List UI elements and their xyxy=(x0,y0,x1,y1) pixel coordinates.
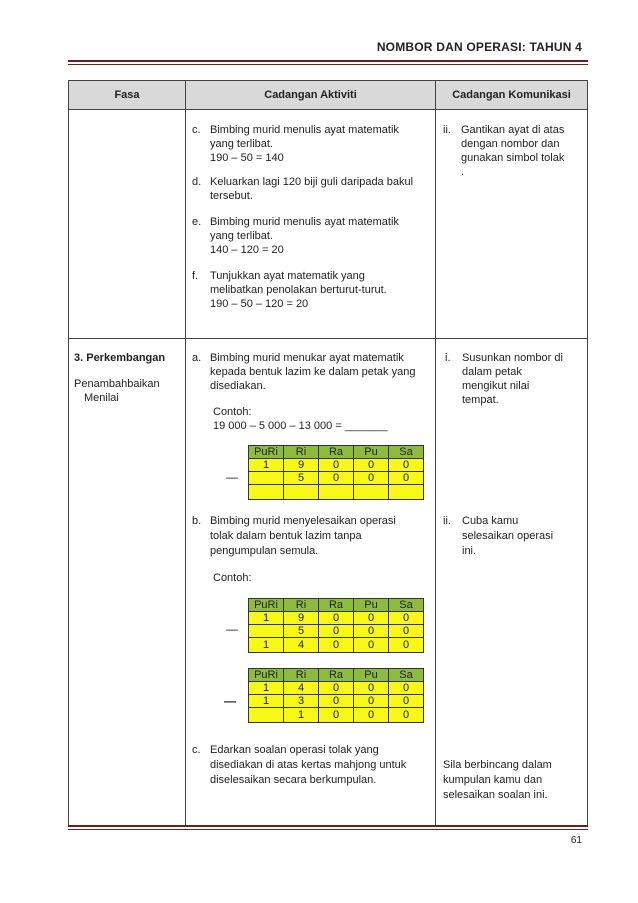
communication-text: selesaikan operasi xyxy=(462,530,554,542)
place-value-cell: 0 xyxy=(354,708,389,723)
item-marker: i. xyxy=(445,352,451,364)
place-value-header-cell: Ra xyxy=(319,446,354,459)
place-value-header-row xyxy=(249,599,424,612)
item-marker: ii. xyxy=(443,124,451,136)
communication-text: Cuba kamu xyxy=(462,515,519,527)
place-value-cell xyxy=(284,485,319,500)
place-value-row xyxy=(249,459,424,472)
place-value-cell: 0 xyxy=(354,472,389,485)
place-value-header-cell: Ra xyxy=(319,669,354,682)
place-value-cell: 0 xyxy=(354,682,389,695)
place-value-header-cell: Ri xyxy=(284,599,319,612)
activity-text: Keluarkan lagi 120 biji guli daripada bakul xyxy=(210,176,414,188)
place-value-header-row xyxy=(249,446,424,459)
place-value-header-cell: Sa xyxy=(389,599,424,612)
place-value-cell: 0 xyxy=(319,695,354,708)
place-value-cell: 0 xyxy=(389,708,424,723)
place-value-cell: 1 xyxy=(284,708,319,723)
header-rule xyxy=(68,60,588,62)
communication-text: selesaikan soalan ini. xyxy=(443,789,548,801)
minus-sign: — xyxy=(226,622,238,636)
item-marker: d. xyxy=(192,176,202,188)
place-value-header-cell: Sa xyxy=(389,446,424,459)
communication-text: dengan nombor dan xyxy=(461,138,560,150)
place-value-cell: 0 xyxy=(354,625,389,638)
place-value-table-2 xyxy=(248,598,424,653)
column-header-aktiviti: Cadangan Aktiviti xyxy=(185,80,436,110)
activity-text: kepada bentuk lazim ke dalam petak yang xyxy=(210,366,416,378)
place-value-cell: 3 xyxy=(284,695,319,708)
item-marker: f. xyxy=(192,270,199,282)
place-value-cell xyxy=(249,708,284,723)
page-header-title: NOMBOR DAN OPERASI: TAHUN 4 xyxy=(376,40,582,54)
place-value-header-cell: PuRi xyxy=(249,669,284,682)
item-marker: c. xyxy=(192,124,201,136)
place-value-cell: 9 xyxy=(284,612,319,625)
item-marker: e. xyxy=(192,216,202,228)
place-value-cell: 0 xyxy=(389,638,424,653)
activity-text: Bimbing murid menulis ayat matematik xyxy=(210,124,399,136)
phase-subtitle: Menilai xyxy=(84,392,119,404)
place-value-header-cell: Pu xyxy=(354,669,389,682)
place-value-cell: 0 xyxy=(319,682,354,695)
place-value-cell xyxy=(389,485,424,500)
place-value-cell: 0 xyxy=(319,625,354,638)
place-value-header-cell: Ra xyxy=(319,599,354,612)
activity-text: tersebut. xyxy=(210,190,253,202)
minus-sign: — xyxy=(226,470,238,484)
phase-title: 3. Perkembangan xyxy=(74,352,166,364)
place-value-cell: 0 xyxy=(389,459,424,472)
place-value-table-3 xyxy=(248,668,424,723)
place-value-cell xyxy=(249,485,284,500)
item-marker: b. xyxy=(192,515,202,527)
phase-subtitle: Penambahbaikan xyxy=(74,378,160,390)
place-value-row xyxy=(249,612,424,625)
footer-rule xyxy=(68,825,588,827)
place-value-cell xyxy=(249,625,284,638)
equation-text: 190 – 50 – 120 = 20 xyxy=(210,298,309,310)
place-value-cell: 0 xyxy=(389,695,424,708)
communication-text: dalam petak xyxy=(462,366,522,378)
example-label: Contoh: xyxy=(213,572,252,584)
equation-text: 19 000 – 5 000 – 13 000 = _______ xyxy=(213,420,388,432)
place-value-cell xyxy=(319,485,354,500)
communication-text: ini. xyxy=(462,545,477,557)
place-value-cell: 0 xyxy=(389,612,424,625)
place-value-cell: 0 xyxy=(354,612,389,625)
communication-text: . xyxy=(461,166,465,178)
place-value-header-cell: Sa xyxy=(389,669,424,682)
communication-text: kumpulan kamu dan xyxy=(443,774,543,786)
place-value-cell: 5 xyxy=(284,625,319,638)
place-value-cell xyxy=(249,472,284,485)
place-value-cell: 0 xyxy=(354,638,389,653)
place-value-cell: 0 xyxy=(354,695,389,708)
place-value-cell: 0 xyxy=(389,682,424,695)
place-value-header-cell: PuRi xyxy=(249,446,284,459)
equation-text: 190 – 50 = 140 xyxy=(210,152,284,164)
place-value-cell: 1 xyxy=(249,695,284,708)
activity-text: yang terlibat. xyxy=(210,230,273,242)
place-value-table-1 xyxy=(248,445,424,500)
minus-sign: — xyxy=(224,694,236,708)
place-value-cell xyxy=(354,485,389,500)
place-value-cell: 1 xyxy=(249,682,284,695)
header-rule-thin xyxy=(68,64,588,65)
item-marker: a. xyxy=(192,352,202,364)
communication-text: Sila berbincang dalam xyxy=(443,759,552,771)
place-value-header-cell: Ri xyxy=(284,669,319,682)
communication-text: Gantikan ayat di atas xyxy=(461,124,565,136)
activity-text: tolak dalam bentuk lazim tanpa xyxy=(210,530,362,542)
place-value-header-cell: Pu xyxy=(354,599,389,612)
activity-text: Edarkan soalan operasi tolak yang xyxy=(210,744,379,756)
place-value-header-cell: Ri xyxy=(284,446,319,459)
activity-text: Bimbing murid menukar ayat matematik xyxy=(210,352,404,364)
activity-text: Tunjukkan ayat matematik yang xyxy=(210,270,365,282)
place-value-cell: 0 xyxy=(389,625,424,638)
activity-text: diselesaikan secara berkumpulan. xyxy=(210,774,377,786)
place-value-row xyxy=(249,682,424,695)
place-value-row xyxy=(249,485,424,500)
place-value-row xyxy=(249,625,424,638)
place-value-cell: 0 xyxy=(319,638,354,653)
row1-fasa-cell xyxy=(68,109,186,339)
place-value-cell: 0 xyxy=(354,459,389,472)
activity-text: Bimbing murid menyelesaikan operasi xyxy=(210,515,396,527)
place-value-cell: 0 xyxy=(319,708,354,723)
communication-text: gunakan simbol tolak xyxy=(461,152,565,164)
place-value-cell: 1 xyxy=(249,638,284,653)
page-number: 61 xyxy=(570,835,582,846)
communication-text: mengikut nilai xyxy=(462,380,530,392)
activity-text: disediakan. xyxy=(210,380,266,392)
row2-fasa-cell xyxy=(68,338,186,826)
item-marker: ii. xyxy=(443,515,451,527)
item-marker: c. xyxy=(192,744,201,756)
activity-text: yang terlibat. xyxy=(210,138,273,150)
row2-komunikasi-cell xyxy=(435,338,588,826)
example-label: Contoh: xyxy=(213,406,252,418)
place-value-cell: 0 xyxy=(319,472,354,485)
place-value-row xyxy=(249,472,424,485)
activity-text: disediakan di atas kertas mahjong untuk xyxy=(210,759,407,771)
place-value-row xyxy=(249,695,424,708)
place-value-header-cell: PuRi xyxy=(249,599,284,612)
activity-text: pengumpulan semula. xyxy=(210,545,319,557)
communication-text: Susunkan nombor di xyxy=(462,352,563,364)
place-value-cell: 1 xyxy=(249,459,284,472)
place-value-cell: 4 xyxy=(284,682,319,695)
place-value-cell: 4 xyxy=(284,638,319,653)
place-value-cell: 9 xyxy=(284,459,319,472)
place-value-header-cell: Pu xyxy=(354,446,389,459)
column-header-fasa: Fasa xyxy=(68,80,186,110)
footer-rule-thin xyxy=(68,829,588,830)
place-value-cell: 0 xyxy=(319,459,354,472)
activity-text: Bimbing murid menulis ayat matematik xyxy=(210,216,399,228)
place-value-row xyxy=(249,638,424,653)
column-header-komunikasi: Cadangan Komunikasi xyxy=(435,80,588,110)
activity-text: melibatkan penolakan berturut-turut. xyxy=(210,284,387,296)
communication-text: tempat. xyxy=(462,394,499,406)
equation-text: 140 – 120 = 20 xyxy=(210,244,284,256)
place-value-cell: 0 xyxy=(319,612,354,625)
place-value-cell: 0 xyxy=(389,472,424,485)
place-value-header-row xyxy=(249,669,424,682)
place-value-cell: 1 xyxy=(249,612,284,625)
place-value-cell: 5 xyxy=(284,472,319,485)
place-value-row xyxy=(249,708,424,723)
